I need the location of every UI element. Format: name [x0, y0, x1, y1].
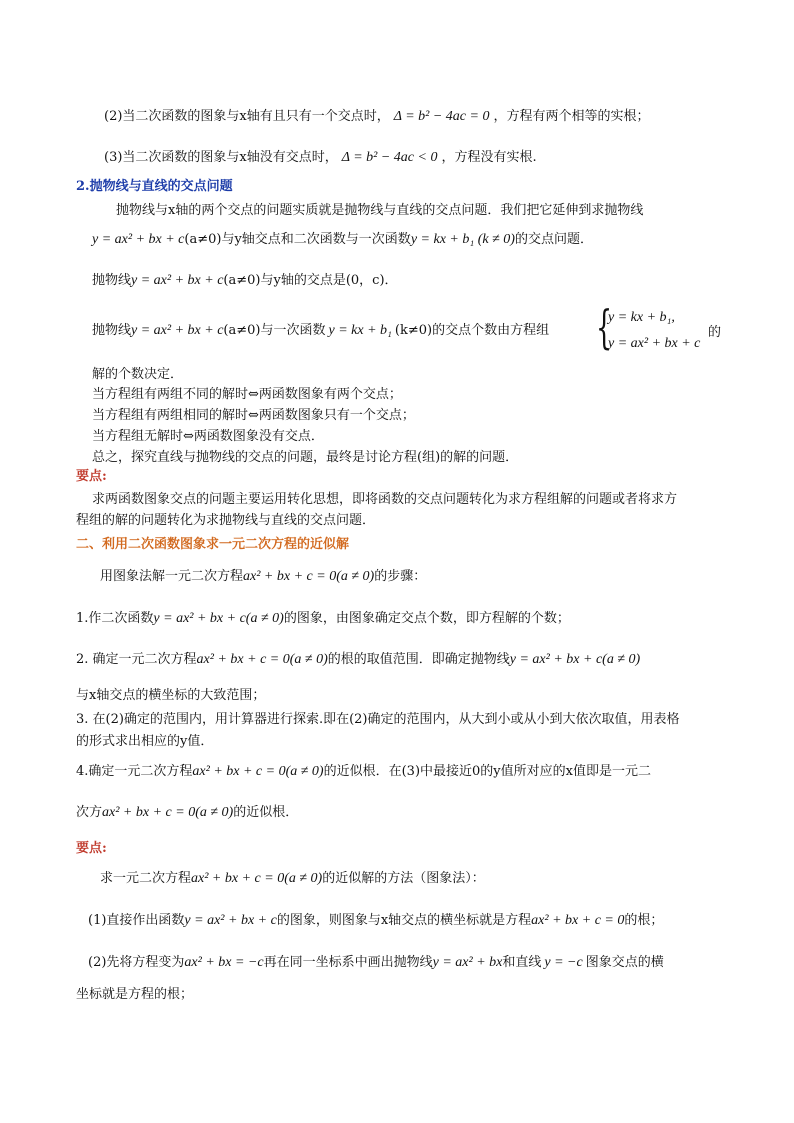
para2-text: 抛物线 [92, 273, 132, 288]
key-points-line2: 程组的解的问题转化为求抛物线与直线的交点问题． [76, 513, 376, 528]
part-two-key-intro [100, 870, 485, 888]
linear-formula: y = kx + b₁ (k ≠ 0) [410, 232, 515, 247]
parabola-formula: y = ax² + bx + c [131, 323, 224, 338]
part-two-intro [100, 568, 426, 586]
method2-text: (2)先将方程变为 [88, 955, 185, 970]
step-3-line1: 3. 在(2)确定的范围内，用计算器进行探索.即在(2)确定的范围内，从大到小或从小到大依次取值，用表格 [76, 712, 680, 727]
para1-text-end: 的交点问题． [514, 232, 593, 247]
intro-text-end: 的步骤： [374, 569, 427, 584]
key-intro-text-end: 的近似解的方法（图象法）： [322, 871, 485, 886]
section2-para1-line1: 抛物线与x轴的两个交点的问题实质就是抛物线与直线的交点问题．我们把它延伸到求抛物线 [116, 203, 644, 218]
intro-text: 用图象法解一元二次方程 [100, 569, 244, 584]
method-2 [88, 954, 664, 972]
linear-formula: y = kx + b₁ [328, 323, 392, 338]
step-3-line2: 的形式求出相应的y值． [76, 734, 214, 749]
method1-text: (1)直接作出函数 [88, 913, 185, 928]
case2-conclusion: ，方程有两个相等的实根； [493, 109, 650, 124]
method2-text-mid: 再在同一坐标系中画出抛物线 [263, 955, 433, 970]
method2-text-and: 和直线 [502, 955, 542, 970]
method2-text-end: 图象交点的横 [585, 955, 664, 970]
parabola-formula: y = ax² + bx + c [131, 273, 224, 288]
rearranged-equation: ax² + bx = −c [184, 955, 264, 970]
section2-para1-line2 [92, 231, 593, 249]
step-4 [76, 763, 651, 781]
condition-1: 当方程组有两组不同的解时⇔两函数图象有两个交点； [92, 387, 402, 402]
quadratic-equation: ax² + bx + c = 0(a ≠ 0) [192, 764, 324, 779]
key-intro-text: 求一元二次方程 [100, 871, 192, 886]
line-formula: y = −c [544, 955, 583, 970]
section2-heading: 2.抛物线与直线的交点问题 [76, 179, 233, 194]
parabola-formula: y = ax² + bx [432, 955, 503, 970]
part-two-key-label: 要点: [76, 841, 107, 856]
case2-formula: Δ = b² − 4ac = 0 [393, 109, 490, 124]
step-4-line2 [76, 804, 298, 822]
parabola-formula: y = ax² + bx + c [92, 232, 185, 247]
para3-tail: 的 [708, 325, 722, 340]
method-2-line2: 坐标就是方程的根； [76, 987, 194, 1002]
quadratic-function: y = ax² + bx + c(a ≠ 0) [509, 652, 641, 667]
quadratic-function: y = ax² + bx + c [184, 913, 277, 928]
equation-system [596, 300, 716, 358]
method1-text-end: 的根； [624, 913, 664, 928]
para3-text: 抛物线 [92, 323, 132, 338]
para3-text-mid: (a≠0)与一次函数 [223, 323, 326, 338]
case2-line [104, 108, 649, 126]
step4-line2-text: 次方 [76, 805, 103, 820]
left-brace: { [596, 300, 613, 354]
case3-conclusion: ，方程没有实根. [441, 150, 537, 165]
step-1 [76, 610, 570, 628]
quadratic-equation: ax² + bx + c = 0 [531, 913, 625, 928]
case3-formula: Δ = b² − 4ac < 0 [341, 150, 438, 165]
case2-text: (2)当二次函数的图象与x轴有且只有一个交点时， [104, 109, 390, 124]
step4-line2-end: 的近似根． [233, 805, 299, 820]
quadratic-equation: ax² + bx + c = 0(a ≠ 0) [102, 805, 234, 820]
system-row-1: y = kx + b₁, [608, 310, 675, 325]
step2-text-mid: 的根的取值范围．即确定抛物线 [327, 652, 510, 667]
step1-text-end: 的图象，由图象确定交点个数，即方程解的个数； [283, 611, 570, 626]
step1-text: 1.作二次函数 [76, 611, 154, 626]
summary: 总之，探究直线与抛物线的交点的问题，最终是讨论方程(组)的解的问题． [92, 450, 519, 465]
case3-text: (3)当二次函数的图象与x轴没有交点时， [104, 150, 338, 165]
key-points-label: 要点: [76, 469, 107, 484]
section2-para3 [92, 322, 549, 340]
section2-para2 [92, 272, 398, 290]
step2-text: 2. 确定一元二次方程 [76, 652, 197, 667]
quadratic-equation: ax² + bx + c = 0(a ≠ 0) [191, 871, 323, 886]
section2-para3-line2: 解的个数决定． [92, 367, 184, 382]
quadratic-function: y = ax² + bx + c(a ≠ 0) [153, 611, 284, 626]
step-2 [76, 651, 640, 669]
condition-2: 当方程组有两组相同的解时⇔两函数图象只有一个交点； [92, 408, 415, 423]
para3-text-end: (k≠0)的交点个数由方程组 [394, 323, 550, 338]
system-row-2: y = ax² + bx + c [608, 336, 701, 351]
condition-3: 当方程组无解时⇔两函数图象没有交点． [92, 429, 324, 444]
para2-text-end: (a≠0)与y轴的交点是(0，c)． [223, 273, 398, 288]
quadratic-equation: ax² + bx + c = 0(a ≠ 0) [196, 652, 328, 667]
para1-text: (a≠0)与y轴交点和二次函数与一次函数 [184, 232, 411, 247]
step4-text: 4.确定一元二次方程 [76, 764, 193, 779]
case3-line [104, 149, 537, 167]
step4-text-end: 的近似根．在(3)中最接近0的y值所对应的x值即是一元二 [323, 764, 651, 779]
quadratic-equation: ax² + bx + c = 0(a ≠ 0) [243, 569, 375, 584]
key-points-line1: 求两函数图象交点的问题主要运用转化思想，即将函数的交点问题转化为求方程组解的问题或者将求方 [92, 492, 678, 507]
step-2-line2: 与x轴交点的横坐标的大致范围； [76, 688, 266, 703]
method1-text-mid: 的图象，则图象与x轴交点的横坐标就是方程 [276, 913, 532, 928]
part-two-heading: 二、利用二次函数图象求一元二次方程的近似解 [76, 537, 350, 552]
method-1 [88, 912, 663, 930]
